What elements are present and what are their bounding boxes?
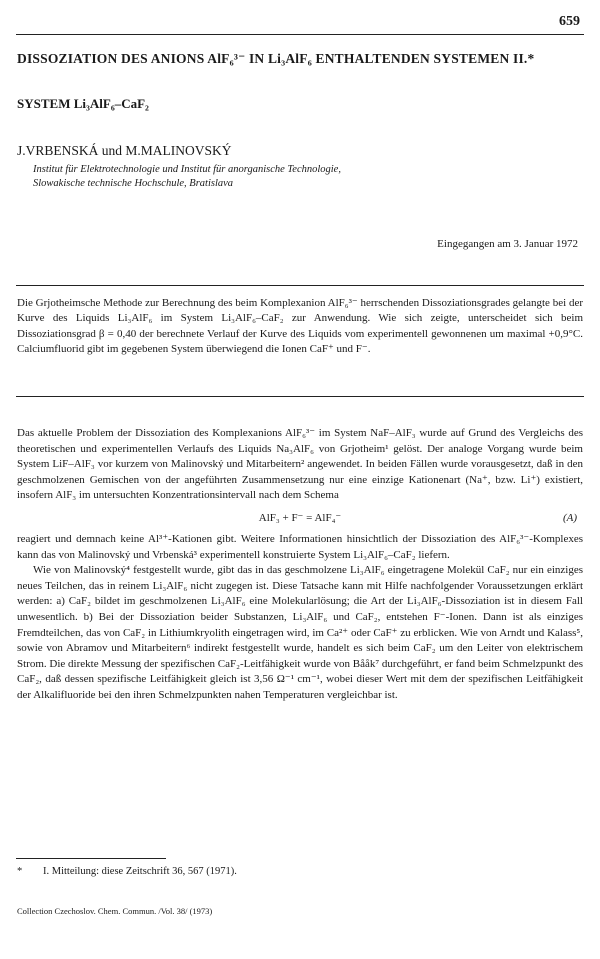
equation-a <box>17 508 583 530</box>
abstract-top-rule <box>16 285 584 286</box>
header-rule <box>16 34 584 35</box>
footnote-text: I. Mitteilung: diese Zeitschrift 36, 567 (1971). <box>43 866 237 877</box>
received-date: Eingegangen am 3. Januar 1972 <box>437 238 578 250</box>
paragraph-2: reagiert und demnach keine Al³⁺-Kationen gibt. Weitere Informationen hinsichtlich der Dissoziation des AlF₆³⁻-Komplexes kann das von Malinovský und Vrbenská³ experimentell konstruierte System Li₃AlF₆–CaF₂ liefern. <box>17 532 583 561</box>
paragraph-3: Wie von Malinovský⁴ festgestellt wurde, gibt das in das geschmolzene Li₃AlF₆ eingetragene Molekül CaF₂ nur ein einziges neues Teilchen, das in reinem Li₃AlF₆ nicht zugegen ist. Diese Tatsache kann mit Hilfe nachfolgender Voraussetzungen erklärt werden: a) CaF₂ bildet im geschmolzenen Li₃AlF₆ eine Molekularlösung; die Art der Li₃AlF₆-Dissoziation ist in diesem Fall unwesentlich. b) Bei der Dissoziation beider Substanzen, Li₃AlF₆ und CaF₂, entstehen F⁻-Ionen. Dann ist als einziges Fremdteilchen, das von CaF₂ in Lithiumkryolith eingetragen wird, im Ca²⁺ oder CaF⁺ zu erblicken. Wie von Arndt und Kalass⁵, sowie von Abramov und Mitarbeitern⁶ indirekt festgestellt wurde, handelt es sich beim CaF₂ um den Leiter von elektrischem Strom. Die direkte Messung der spezifischen CaF₂-Leitfähigkeit wurde von Bååk⁷ durchgeführt, er fand beim Schmelzpunkt des CaF₂, daß dessen spezifische Leitfähigkeit gleich ist 3,56 Ω⁻¹ cm⁻¹, wobei dieser Wert mit dem der spezifischen Leitfähigkeit der Alkalifluoride bei den ihren Schmelzpunkten nahen Temperaturen vergleichbar ist. <box>17 564 583 701</box>
page-number: 659 <box>559 14 580 29</box>
journal-citation: Collection Czechoslov. Chem. Commun. /Vol. 38/ (1973) <box>17 906 213 916</box>
affiliation <box>33 163 341 191</box>
affiliation-line-1: Institut für Elektrotechnologie und Institut für anorganische Technologie, <box>33 164 341 175</box>
authors: J.VRBENSKÁ und M.MALINOVSKÝ <box>17 143 232 158</box>
article-body <box>17 426 583 704</box>
equation-label: (A) <box>562 511 577 524</box>
footnote <box>17 866 237 877</box>
affiliation-line-2: Slowakische technische Hochschule, Bratislava <box>33 178 234 189</box>
paragraph-1: Das aktuelle Problem der Dissoziation des Komplexanions AlF₆³⁻ im System NaF–AlF₃ wurde auf Grund des Vergleichs des theoretischen und experimentellen Verlaufs des Liquids Na₃AlF₆ von Grjotheim¹ gelöst. Der analoge Vorgang wurde beim System LiF–AlF₃ vor kurzem von Malinovský und Mitarbeitern² angewendet. In beiden Fällen wurde vorausgesetzt, daß in den geschmolzenen Gemischen von der angeführten Zusammensetzung nur eine einzige Kationenart (Na⁺, bzw. Li⁺) existiert, insofern AlF₃ im untersuchten Konzentrationsintervall nach dem Schema <box>17 427 583 502</box>
article-title: DISSOZIATION DES ANIONS AlF₆³⁻ IN Li₃AlF₆ ENTHALTENDEN SYSTEMEN II.* <box>17 51 535 66</box>
abstract-bottom-rule <box>16 396 584 397</box>
equation-text: AlF₃ + F⁻ = AlF₄⁻ <box>258 511 342 524</box>
article-subtitle: SYSTEM Li₃AlF₆–CaF₂ <box>17 96 149 111</box>
abstract: Die Grjotheimsche Methode zur Berechnung des beim Komplexanion AlF₆³⁻ herrschenden Dissoziationsgrades gelangte bei der Kurve des Liquids Li₃AlF₆ im System Li₃AlF₆–CaF₂ zur Anwendung. Wie sich zeigte, unterscheidet sich beim Dissoziationsgrad β = 0,40 der berechnete Verlauf der Kurve des Liquids vom experimentell gewonnenen um maximal +0,9°C. Calciumfluorid gibt im gegebenen System überwiegend die Ionen CaF⁺ und F⁻. <box>17 297 583 356</box>
footnote-mark: * <box>17 866 23 877</box>
footnote-rule <box>16 858 166 859</box>
